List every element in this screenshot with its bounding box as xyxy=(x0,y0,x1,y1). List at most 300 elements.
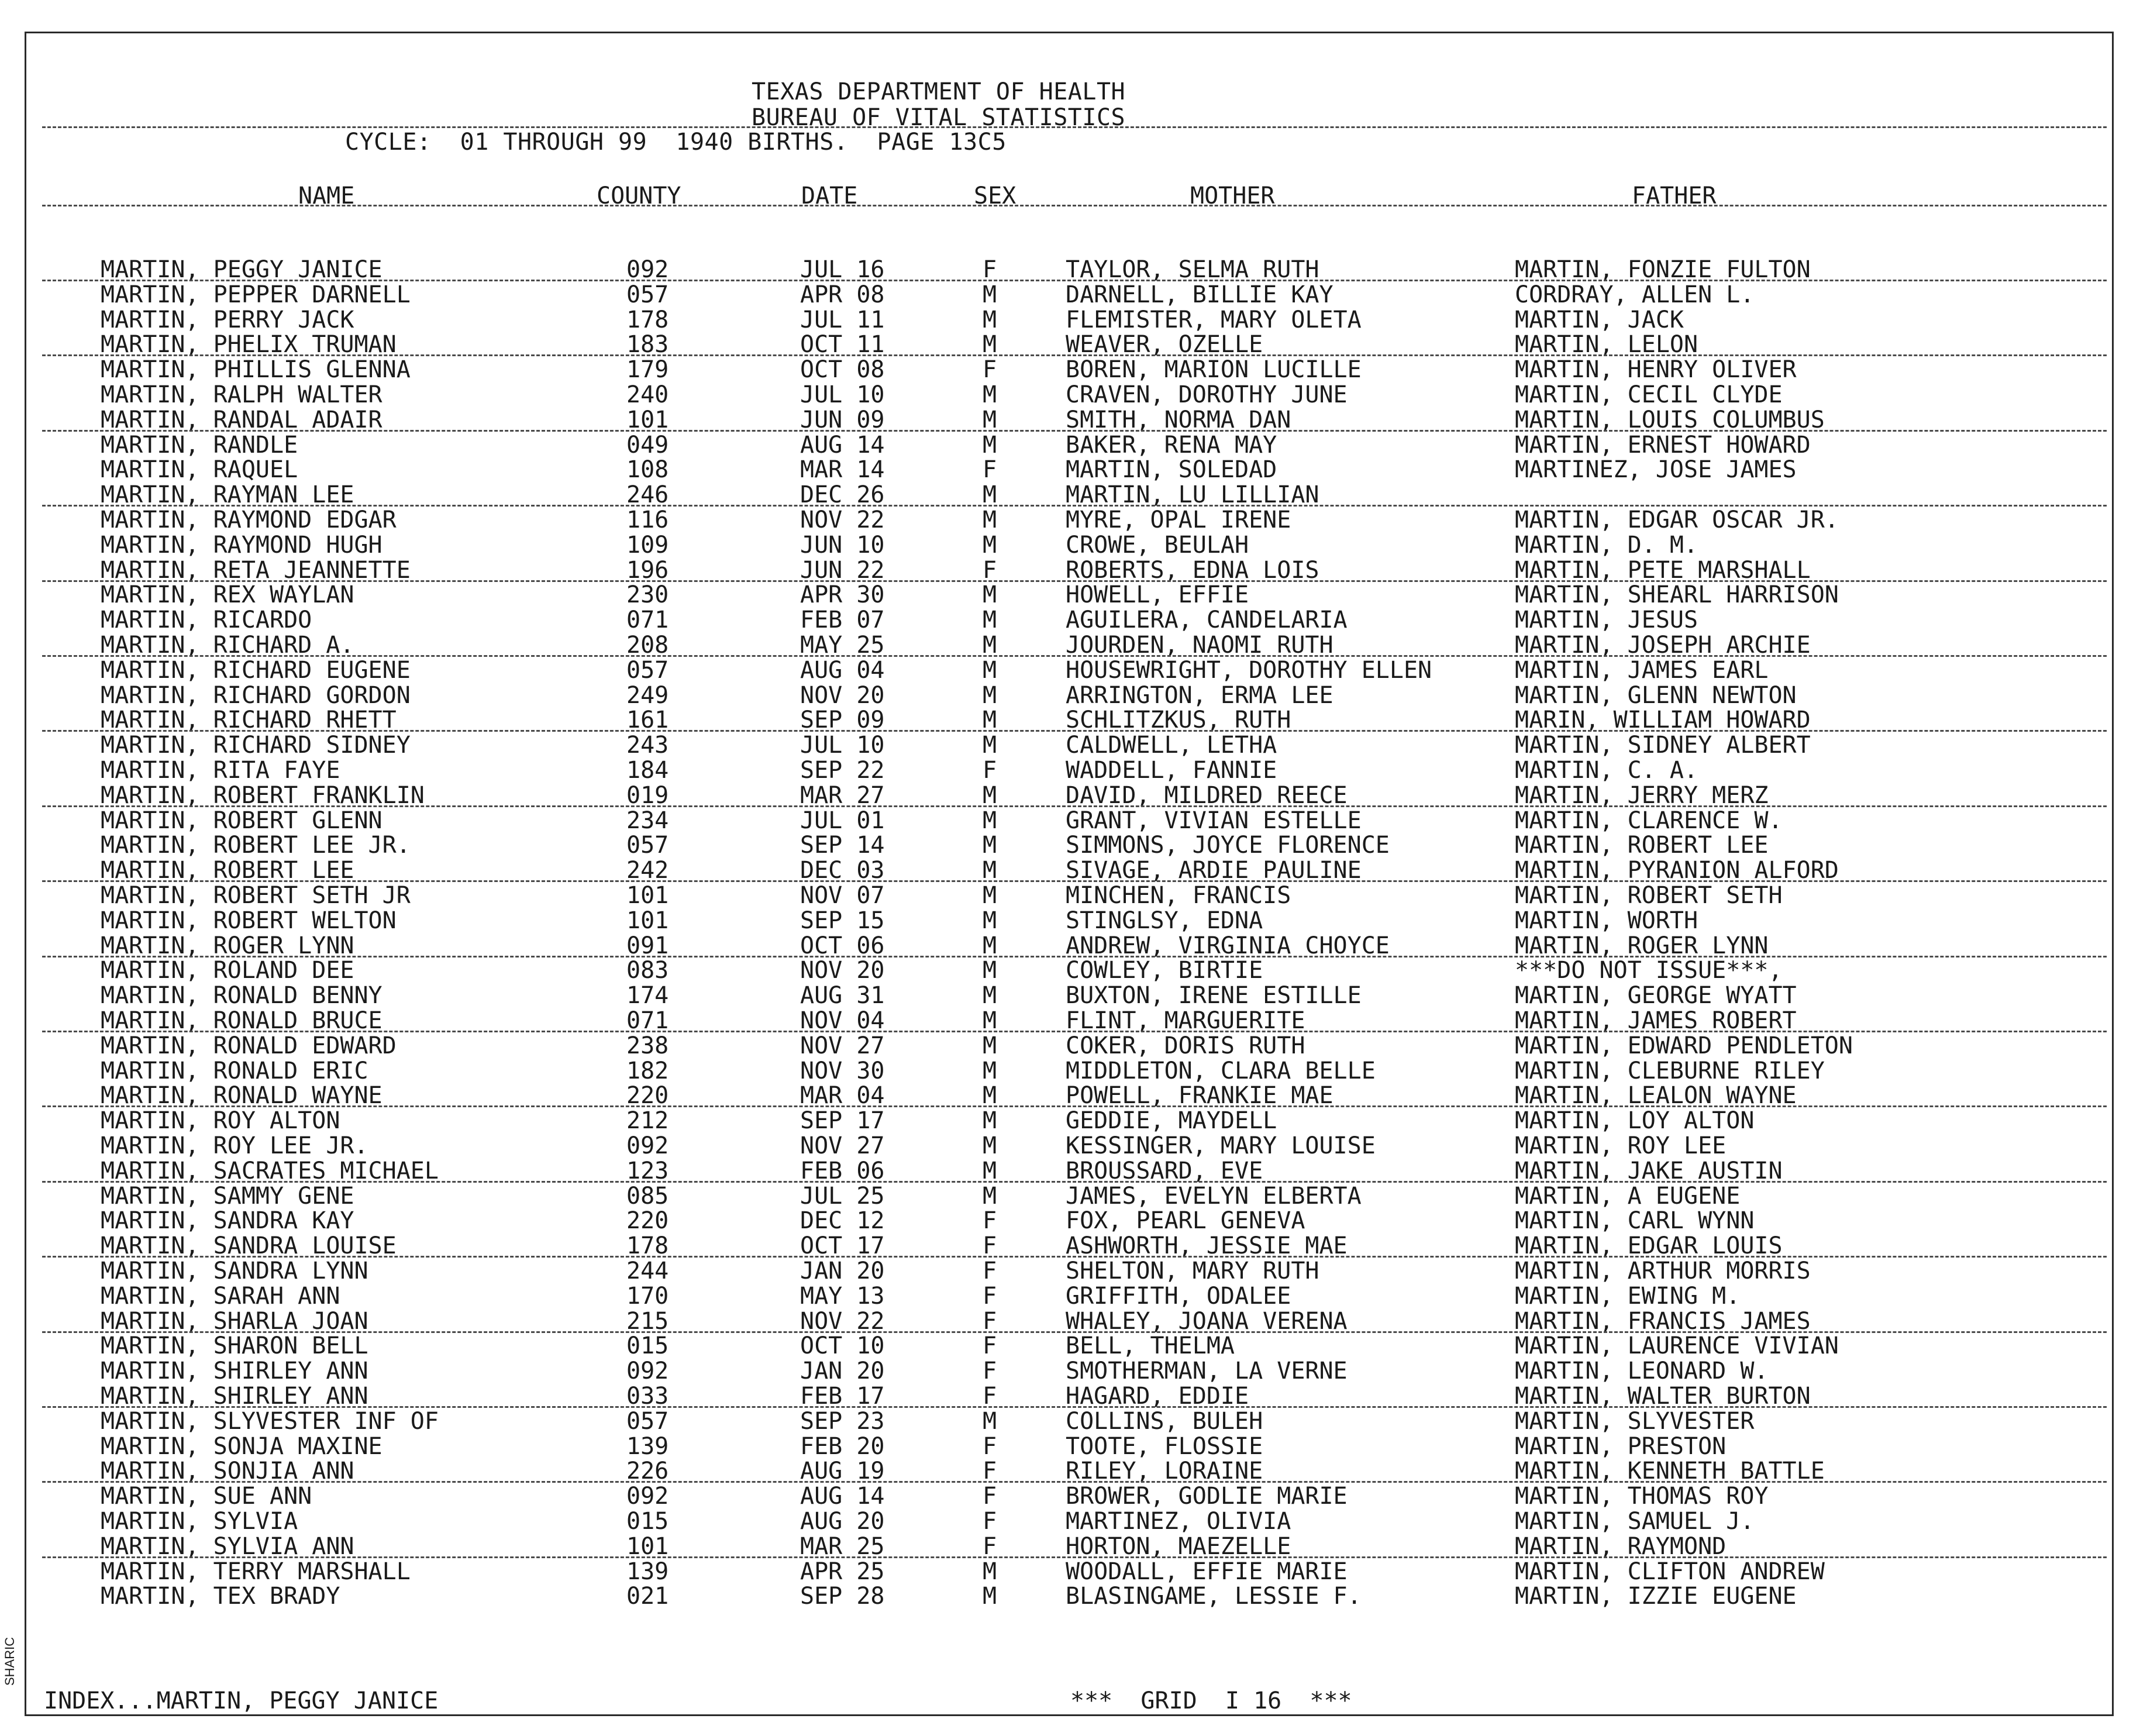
cell-name: MARTIN, RICHARD A. xyxy=(101,632,354,659)
cell-sex: M xyxy=(983,707,997,734)
table-row xyxy=(0,1534,2133,1559)
cell-mother: HORTON, MAEZELLE xyxy=(1066,1532,1291,1560)
cell-mother: CALDWELL, LETHA xyxy=(1066,732,1277,759)
cell-date: JUL 01 xyxy=(800,807,885,834)
cell-father: MARTIN, KENNETH BATTLE xyxy=(1515,1458,1825,1485)
cell-sex: M xyxy=(983,281,997,308)
cell-name: MARTIN, TEX BRADY xyxy=(101,1583,340,1610)
cell-date: OCT 10 xyxy=(800,1332,885,1360)
cell-father: MARTIN, THOMAS ROY xyxy=(1515,1483,1769,1510)
cell-mother: DARNELL, BILLIE KAY xyxy=(1066,281,1333,308)
cell-county: 174 xyxy=(626,982,669,1010)
table-row xyxy=(0,733,2133,758)
cell-mother: MARTINEZ, OLIVIA xyxy=(1066,1508,1291,1535)
cell-name: MARTIN, RONALD BENNY xyxy=(101,982,383,1010)
cell-date: DEC 03 xyxy=(800,857,885,884)
cell-father: MARTIN, JAMES EARL xyxy=(1515,656,1769,684)
cell-county: 244 xyxy=(626,1258,669,1284)
cell-date: JUL 10 xyxy=(800,732,885,759)
column-header-sex: SEX xyxy=(974,182,1016,209)
table-row xyxy=(0,1334,2133,1359)
cell-name: MARTIN, ROGER LYNN xyxy=(101,932,354,959)
cell-date: FEB 07 xyxy=(800,607,885,634)
cell-mother: BROUSSARD, EVE xyxy=(1066,1157,1263,1184)
cell-sex: F xyxy=(983,1483,997,1510)
cell-date: JUN 10 xyxy=(800,531,885,559)
cell-date: JUL 11 xyxy=(800,306,885,333)
cell-date: SEP 14 xyxy=(800,832,885,859)
cell-county: 109 xyxy=(626,531,669,559)
table-row xyxy=(0,357,2133,383)
cell-county: 249 xyxy=(626,681,669,709)
cell-date: DEC 12 xyxy=(800,1207,885,1235)
cell-sex: M xyxy=(983,832,997,859)
cell-father: MARTIN, CECIL CLYDE xyxy=(1515,381,1783,408)
cell-father: MARTIN, JAKE AUSTIN xyxy=(1515,1157,1783,1184)
cell-county: 208 xyxy=(626,632,669,659)
cell-father: MARTIN, D. M. xyxy=(1515,531,1698,559)
cell-sex: F xyxy=(983,1307,997,1335)
cell-county: 220 xyxy=(626,1207,669,1235)
cell-county: 015 xyxy=(626,1332,669,1360)
cell-date: OCT 17 xyxy=(800,1232,885,1260)
cell-sex: M xyxy=(983,656,997,684)
index-footer: INDEX...MARTIN, PEGGY JANICE xyxy=(44,1687,439,1714)
cell-sex: M xyxy=(983,1032,997,1059)
cell-date: DEC 26 xyxy=(800,481,885,509)
cell-sex: M xyxy=(983,1107,997,1135)
table-row xyxy=(0,1184,2133,1209)
cell-county: 057 xyxy=(626,1407,669,1435)
cell-date: NOV 27 xyxy=(800,1032,885,1059)
cell-father: MARTIN, ROGER LYNN xyxy=(1515,932,1769,959)
cell-father: MARTIN, CLIFTON ANDREW xyxy=(1515,1558,1825,1585)
cell-sex: M xyxy=(983,1558,997,1585)
cell-name: MARTIN, SHARLA JOAN xyxy=(101,1307,368,1335)
table-row xyxy=(0,1134,2133,1159)
cell-mother: COLLINS, BULEH xyxy=(1066,1407,1263,1435)
table-row xyxy=(0,508,2133,533)
cell-sex: F xyxy=(983,456,997,484)
cell-county: 101 xyxy=(626,882,669,909)
table-row xyxy=(0,332,2133,357)
cell-father: MARTIN, PYRANION ALFORD xyxy=(1515,857,1839,884)
cell-sex: M xyxy=(983,982,997,1010)
cell-father: MARTIN, LEONARD W. xyxy=(1515,1358,1769,1385)
cell-name: MARTIN, ROY LEE JR. xyxy=(101,1132,368,1159)
table-row xyxy=(0,1108,2133,1134)
column-header-date: DATE xyxy=(801,182,858,209)
cell-father: MARTIN, PETE MARSHALL xyxy=(1515,556,1811,584)
cell-name: MARTIN, RAYMOND HUGH xyxy=(101,531,383,559)
cell-father: MARTIN, LEALON WAYNE xyxy=(1515,1082,1797,1110)
cell-mother: CRAVEN, DOROTHY JUNE xyxy=(1066,381,1348,408)
cell-mother: WADDELL, FANNIE xyxy=(1066,757,1277,784)
cell-date: NOV 20 xyxy=(800,957,885,984)
column-header-rule xyxy=(42,205,2107,206)
header-rule xyxy=(42,126,2107,128)
cell-county: 246 xyxy=(626,481,669,509)
cell-date: NOV 27 xyxy=(800,1132,885,1159)
table-row xyxy=(0,1159,2133,1184)
cell-county: 083 xyxy=(626,957,669,984)
cell-mother: HOWELL, EFFIE xyxy=(1066,581,1249,609)
cell-name: MARTIN, SLYVESTER INF OF xyxy=(101,1407,439,1435)
table-row xyxy=(0,1284,2133,1309)
cell-mother: BELL, THELMA xyxy=(1066,1332,1235,1360)
cell-name: MARTIN, PEGGY JANICE xyxy=(101,256,383,283)
cell-name: MARTIN, RONALD BRUCE xyxy=(101,1007,383,1034)
cell-county: 033 xyxy=(626,1383,669,1410)
cell-father: MARTIN, JERRY MERZ xyxy=(1515,781,1769,809)
table-row xyxy=(0,608,2133,633)
cell-sex: M xyxy=(983,1082,997,1110)
cell-name: MARTIN, RONALD ERIC xyxy=(101,1057,368,1084)
cell-mother: SIVAGE, ARDIE PAULINE xyxy=(1066,857,1362,884)
cell-mother: DAVID, MILDRED REECE xyxy=(1066,781,1348,809)
cell-mother: HAGARD, EDDIE xyxy=(1066,1383,1249,1410)
table-row xyxy=(0,833,2133,858)
cell-sex: M xyxy=(983,1182,997,1210)
cell-father: MARTIN, ROY LEE xyxy=(1515,1132,1727,1159)
cell-name: MARTIN, ROBERT WELTON xyxy=(101,907,397,934)
cell-father: MARTIN, ARTHUR MORRIS xyxy=(1515,1258,1811,1284)
cell-sex: M xyxy=(983,907,997,934)
cell-sex: F xyxy=(983,1458,997,1485)
table-row xyxy=(0,1309,2133,1334)
cell-date: AUG 19 xyxy=(800,1458,885,1485)
cell-mother: MYRE, OPAL IRENE xyxy=(1066,507,1291,533)
cell-name: MARTIN, TERRY MARSHALL xyxy=(101,1558,411,1585)
cell-date: OCT 08 xyxy=(800,356,885,384)
cell-name: MARTIN, SACRATES MICHAEL xyxy=(101,1157,439,1184)
cell-county: 092 xyxy=(626,1132,669,1159)
cell-county: 226 xyxy=(626,1458,669,1485)
table-row xyxy=(0,1208,2133,1234)
cell-sex: M xyxy=(983,882,997,909)
cell-sex: M xyxy=(983,607,997,634)
table-row xyxy=(0,1259,2133,1284)
cell-mother: GEDDIE, MAYDELL xyxy=(1066,1107,1277,1135)
department-title: TEXAS DEPARTMENT OF HEALTH xyxy=(752,78,1126,105)
cell-date: OCT 06 xyxy=(800,932,885,959)
table-row xyxy=(0,1234,2133,1259)
cell-date: NOV 30 xyxy=(800,1057,885,1084)
cell-date: SEP 17 xyxy=(800,1107,885,1135)
cell-county: 139 xyxy=(626,1558,669,1585)
cell-date: APR 08 xyxy=(800,281,885,308)
cell-name: MARTIN, SAMMY GENE xyxy=(101,1182,354,1210)
cell-name: MARTIN, SONJIA ANN xyxy=(101,1458,354,1485)
cell-sex: F xyxy=(983,1207,997,1235)
cell-father: MARTIN, FONZIE FULTON xyxy=(1515,256,1811,283)
cell-mother: JAMES, EVELYN ELBERTA xyxy=(1066,1182,1362,1210)
cell-father: MARTIN, SIDNEY ALBERT xyxy=(1515,732,1811,759)
cell-county: 101 xyxy=(626,907,669,934)
cell-county: 057 xyxy=(626,281,669,308)
cell-name: MARTIN, RANDAL ADAIR xyxy=(101,406,383,433)
cell-county: 170 xyxy=(626,1282,669,1310)
cell-county: 092 xyxy=(626,1483,669,1510)
cell-sex: F xyxy=(983,1332,997,1360)
cell-mother: AGUILERA, CANDELARIA xyxy=(1066,607,1348,634)
cell-name: MARTIN, SUE ANN xyxy=(101,1483,312,1510)
cell-mother: ROBERTS, EDNA LOIS xyxy=(1066,556,1319,584)
cell-father: MARTIN, JAMES ROBERT xyxy=(1515,1007,1797,1034)
cell-sex: F xyxy=(983,1508,997,1535)
cell-sex: M xyxy=(983,306,997,333)
cell-name: MARTIN, SANDRA KAY xyxy=(101,1207,354,1235)
cell-name: MARTIN, ROBERT LEE JR. xyxy=(101,832,411,859)
cell-county: 101 xyxy=(626,1532,669,1560)
cell-father: MARTIN, LAURENCE VIVIAN xyxy=(1515,1332,1839,1360)
cell-date: SEP 15 xyxy=(800,907,885,934)
cell-mother: TOOTE, FLOSSIE xyxy=(1066,1432,1263,1460)
cell-date: MAY 13 xyxy=(800,1282,885,1310)
table-row xyxy=(0,908,2133,934)
cell-county: 196 xyxy=(626,556,669,584)
cell-name: MARTIN, ROBERT LEE xyxy=(101,857,354,884)
cell-sex: M xyxy=(983,481,997,509)
cell-county: 139 xyxy=(626,1432,669,1460)
bureau-title: BUREAU OF VITAL STATISTICS xyxy=(752,104,1126,131)
table-row xyxy=(0,1434,2133,1459)
cell-name: MARTIN, ROY ALTON xyxy=(101,1107,340,1135)
table-row xyxy=(0,1484,2133,1509)
cell-date: MAR 27 xyxy=(800,781,885,809)
cell-sex: M xyxy=(983,632,997,659)
cell-father: MARTIN, JOSEPH ARCHIE xyxy=(1515,632,1811,659)
cell-county: 071 xyxy=(626,1007,669,1034)
cell-father: MARTIN, EDWARD PENDLETON xyxy=(1515,1032,1853,1059)
cell-date: JUL 10 xyxy=(800,381,885,408)
cell-name: MARTIN, SANDRA LYNN xyxy=(101,1258,368,1284)
cell-date: NOV 22 xyxy=(800,507,885,533)
cell-county: 071 xyxy=(626,607,669,634)
table-row xyxy=(0,483,2133,508)
cell-sex: M xyxy=(983,681,997,709)
cell-name: MARTIN, PERRY JACK xyxy=(101,306,354,333)
table-row xyxy=(0,408,2133,433)
cell-mother: MARTIN, SOLEDAD xyxy=(1066,456,1277,484)
table-row xyxy=(0,1083,2133,1108)
cell-date: MAR 14 xyxy=(800,456,885,484)
cell-mother: JOURDEN, NAOMI RUTH xyxy=(1066,632,1333,659)
table-row xyxy=(0,1384,2133,1409)
cell-father: MARTIN, EDGAR LOUIS xyxy=(1515,1232,1783,1260)
cell-mother: BUXTON, IRENE ESTILLE xyxy=(1066,982,1362,1010)
cell-name: MARTIN, PEPPER DARNELL xyxy=(101,281,411,308)
cell-mother: ANDREW, VIRGINIA CHOYCE xyxy=(1066,932,1390,959)
cell-county: 182 xyxy=(626,1057,669,1084)
cell-mother: MINCHEN, FRANCIS xyxy=(1066,882,1291,909)
cell-county: 108 xyxy=(626,456,669,484)
cell-county: 178 xyxy=(626,306,669,333)
cell-father: MARTIN, LOY ALTON xyxy=(1515,1107,1755,1135)
cell-sex: F xyxy=(983,1232,997,1260)
cell-county: 049 xyxy=(626,431,669,459)
cell-date: APR 30 xyxy=(800,581,885,609)
table-row xyxy=(0,858,2133,883)
cell-sex: M xyxy=(983,1157,997,1184)
cell-name: MARTIN, SHIRLEY ANN xyxy=(101,1383,368,1410)
cell-sex: M xyxy=(983,331,997,359)
cell-name: MARTIN, ROLAND DEE xyxy=(101,957,354,984)
table-row xyxy=(0,758,2133,783)
cell-mother: SIMMONS, JOYCE FLORENCE xyxy=(1066,832,1390,859)
cell-date: MAR 04 xyxy=(800,1082,885,1110)
cell-county: 215 xyxy=(626,1307,669,1335)
table-row xyxy=(0,383,2133,408)
table-row xyxy=(0,308,2133,333)
cell-name: MARTIN, ROBERT GLENN xyxy=(101,807,383,834)
cell-sex: M xyxy=(983,381,997,408)
cell-name: MARTIN, RANDLE xyxy=(101,431,298,459)
cell-father: MARTIN, LELON xyxy=(1515,331,1698,359)
cell-mother: SMITH, NORMA DAN xyxy=(1066,406,1291,433)
table-row xyxy=(0,1008,2133,1034)
cell-sex: M xyxy=(983,1007,997,1034)
cell-name: MARTIN, RAQUEL xyxy=(101,456,298,484)
cell-date: APR 25 xyxy=(800,1558,885,1585)
cell-mother: WOODALL, EFFIE MARIE xyxy=(1066,1558,1348,1585)
cell-name: MARTIN, SHARON BELL xyxy=(101,1332,368,1360)
cell-father: MARTIN, HENRY OLIVER xyxy=(1515,356,1797,384)
cell-mother: BLASINGAME, LESSIE F. xyxy=(1066,1583,1362,1610)
table-row xyxy=(0,583,2133,608)
column-header-mother: MOTHER xyxy=(1190,182,1275,209)
cell-county: 161 xyxy=(626,707,669,734)
cell-name: MARTIN, RICHARD RHETT xyxy=(101,707,397,734)
table-row xyxy=(0,558,2133,583)
cycle-line: CYCLE: 01 THROUGH 99 1940 BIRTHS. PAGE 13C5 xyxy=(345,129,1007,156)
cell-date: JAN 20 xyxy=(800,1258,885,1284)
table-row xyxy=(0,808,2133,833)
cell-name: MARTIN, SONJA MAXINE xyxy=(101,1432,383,1460)
cell-sex: M xyxy=(983,1132,997,1159)
cell-father: CORDRAY, ALLEN L. xyxy=(1515,281,1755,308)
cell-sex: M xyxy=(983,431,997,459)
table-row xyxy=(0,1459,2133,1484)
cell-county: 242 xyxy=(626,857,669,884)
cell-sex: F xyxy=(983,1282,997,1310)
cell-mother: FLINT, MARGUERITE xyxy=(1066,1007,1305,1034)
cell-mother: STINGLSY, EDNA xyxy=(1066,907,1263,934)
cell-sex: M xyxy=(983,1583,997,1610)
cell-name: MARTIN, SHIRLEY ANN xyxy=(101,1358,368,1385)
cell-mother: FLEMISTER, MARY OLETA xyxy=(1066,306,1362,333)
side-stamp: SHARIC xyxy=(2,1637,17,1686)
cell-sex: M xyxy=(983,406,997,433)
cell-mother: GRANT, VIVIAN ESTELLE xyxy=(1066,807,1362,834)
cell-father: MARTIN, C. A. xyxy=(1515,757,1698,784)
cell-county: 238 xyxy=(626,1032,669,1059)
cell-sex: F xyxy=(983,757,997,784)
cell-mother: CROWE, BEULAH xyxy=(1066,531,1249,559)
cell-sex: M xyxy=(983,581,997,609)
cell-father: MARTIN, GEORGE WYATT xyxy=(1515,982,1797,1010)
cell-sex: M xyxy=(983,781,997,809)
cell-date: AUG 20 xyxy=(800,1508,885,1535)
cell-date: AUG 14 xyxy=(800,1483,885,1510)
cell-father: MARTIN, IZZIE EUGENE xyxy=(1515,1583,1797,1610)
cell-sex: F xyxy=(983,1432,997,1460)
cell-sex: M xyxy=(983,507,997,533)
cell-name: MARTIN, PHELIX TRUMAN xyxy=(101,331,397,359)
cell-father: MARTIN, A EUGENE xyxy=(1515,1182,1741,1210)
cell-mother: KESSINGER, MARY LOUISE xyxy=(1066,1132,1376,1159)
cell-date: MAY 25 xyxy=(800,632,885,659)
cell-county: 057 xyxy=(626,832,669,859)
cell-mother: WEAVER, OZELLE xyxy=(1066,331,1263,359)
table-row xyxy=(0,257,2133,283)
cell-county: 178 xyxy=(626,1232,669,1260)
cell-county: 116 xyxy=(626,507,669,533)
cell-county: 019 xyxy=(626,781,669,809)
table-row xyxy=(0,1059,2133,1084)
cell-county: 184 xyxy=(626,757,669,784)
cell-name: MARTIN, RONALD WAYNE xyxy=(101,1082,383,1110)
cell-name: MARTIN, RAYMAN LEE xyxy=(101,481,354,509)
cell-name: MARTIN, REX WAYLAN xyxy=(101,581,354,609)
cell-father: MARTIN, EDGAR OSCAR JR. xyxy=(1515,507,1839,533)
cell-father: MARTIN, GLENN NEWTON xyxy=(1515,681,1797,709)
cell-county: 230 xyxy=(626,581,669,609)
cell-father: MARTIN, ROBERT SETH xyxy=(1515,882,1783,909)
table-row xyxy=(0,1409,2133,1434)
cell-date: OCT 11 xyxy=(800,331,885,359)
table-row xyxy=(0,1559,2133,1585)
cell-date: JUN 22 xyxy=(800,556,885,584)
cell-date: FEB 17 xyxy=(800,1383,885,1410)
cell-mother: COKER, DORIS RUTH xyxy=(1066,1032,1305,1059)
cell-father: ***DO NOT ISSUE***, xyxy=(1515,957,1783,984)
table-row xyxy=(0,934,2133,959)
table-row xyxy=(0,1584,2133,1609)
cell-mother: MARTIN, LU LILLIAN xyxy=(1066,481,1319,509)
cell-name: MARTIN, PHILLIS GLENNA xyxy=(101,356,411,384)
cell-date: SEP 23 xyxy=(800,1407,885,1435)
cell-name: MARTIN, ROBERT SETH JR xyxy=(101,882,411,909)
cell-date: FEB 06 xyxy=(800,1157,885,1184)
cell-father: MARTIN, RAYMOND xyxy=(1515,1532,1727,1560)
cell-name: MARTIN, SARAH ANN xyxy=(101,1282,340,1310)
table-row xyxy=(0,783,2133,808)
cell-county: 085 xyxy=(626,1182,669,1210)
cell-mother: COWLEY, BIRTIE xyxy=(1066,957,1263,984)
table-row xyxy=(0,283,2133,308)
table-row xyxy=(0,533,2133,558)
cell-mother: FOX, PEARL GENEVA xyxy=(1066,1207,1305,1235)
cell-name: MARTIN, RICHARD GORDON xyxy=(101,681,411,709)
cell-date: SEP 28 xyxy=(800,1583,885,1610)
column-header-father: FATHER xyxy=(1632,182,1717,209)
cell-date: AUG 04 xyxy=(800,656,885,684)
table-row xyxy=(0,708,2133,733)
cell-date: JUL 25 xyxy=(800,1182,885,1210)
cell-county: 057 xyxy=(626,656,669,684)
cell-date: SEP 09 xyxy=(800,707,885,734)
cell-date: SEP 22 xyxy=(800,757,885,784)
cell-sex: F xyxy=(983,1532,997,1560)
table-row xyxy=(0,883,2133,908)
cell-county: 123 xyxy=(626,1157,669,1184)
cell-mother: GRIFFITH, ODALEE xyxy=(1066,1282,1291,1310)
cell-mother: BROWER, GODLIE MARIE xyxy=(1066,1483,1348,1510)
cell-father: MARIN, WILLIAM HOWARD xyxy=(1515,707,1811,734)
cell-name: MARTIN, RONALD EDWARD xyxy=(101,1032,397,1059)
cell-name: MARTIN, SYLVIA ANN xyxy=(101,1532,354,1560)
